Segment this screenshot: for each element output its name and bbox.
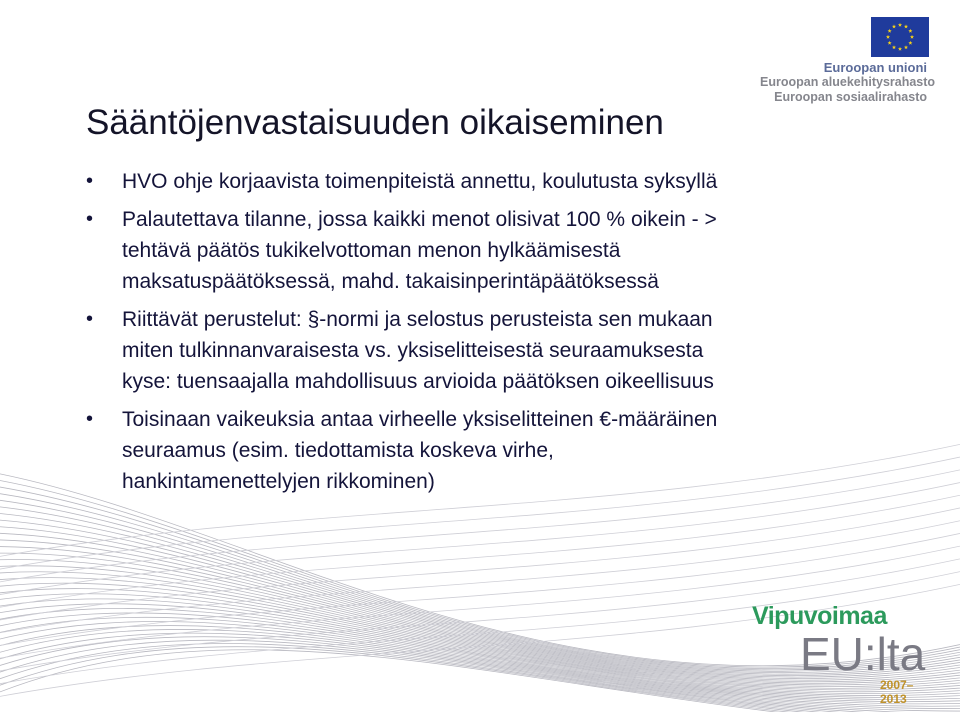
bullet-dot-icon: • bbox=[86, 208, 94, 230]
bullet-line: miten tulkinnanvaraisesta vs. yksiselitteisestä seuraamuksesta bbox=[122, 339, 704, 362]
bullet-line: HVO ohje korjaavista toimenpiteistä annettu, koulutusta syksyllä bbox=[122, 170, 718, 193]
eu-funding-text bbox=[760, 60, 936, 105]
bullet-line: seuraamus (esim. tiedottamista koskeva virhe, bbox=[122, 439, 554, 462]
eu-social-fund-label: Euroopan sosiaalirahasto bbox=[774, 90, 927, 104]
eu-union-label: Euroopan unioni bbox=[823, 60, 927, 75]
bullet-line: Riittävät perustelut: §-normi ja selostus perusteista sen mukaan bbox=[122, 308, 713, 331]
bullet-line: tehtävä päätös tukikelvottoman menon hylkäämisestä bbox=[122, 239, 621, 262]
bullet-line: kyse: tuensaajalla mahdollisuus arvioida päätöksen oikeellisuus bbox=[122, 370, 714, 393]
bullet-line: Palautettava tilanne, jossa kaikki menot olisivat 100 % oikein - > bbox=[122, 208, 717, 231]
vipuvoimaa-logo bbox=[752, 602, 937, 706]
eu-flag-icon bbox=[871, 17, 929, 57]
bullet-line: maksatuspäätöksessä, mahd. takaisinperintäpäätöksessä bbox=[122, 270, 659, 293]
eu-lta-label: EU:lta bbox=[800, 628, 926, 680]
bullet-list bbox=[86, 166, 886, 497]
bullet-dot-icon: • bbox=[86, 408, 94, 430]
bullet-dot-icon: • bbox=[86, 308, 94, 330]
bullet-item bbox=[86, 204, 886, 297]
bullet-dot-icon: • bbox=[86, 170, 94, 192]
bullet-item bbox=[86, 404, 886, 497]
bullet-item bbox=[86, 166, 886, 197]
bullet-line: hankintamenettelyjen rikkominen) bbox=[122, 470, 435, 493]
vipuvoimaa-label: Vipuvoimaa bbox=[752, 602, 887, 630]
bullet-line: Toisinaan vaikeuksia antaa virheelle yksiselitteinen €-määräinen bbox=[122, 408, 718, 431]
slide-title: Sääntöjenvastaisuuden oikaiseminen bbox=[86, 103, 664, 143]
program-years-label: 2007–2013 bbox=[880, 678, 914, 706]
bullet-item bbox=[86, 304, 886, 397]
eu-regional-fund-label: Euroopan aluekehitysrahasto bbox=[760, 75, 936, 89]
